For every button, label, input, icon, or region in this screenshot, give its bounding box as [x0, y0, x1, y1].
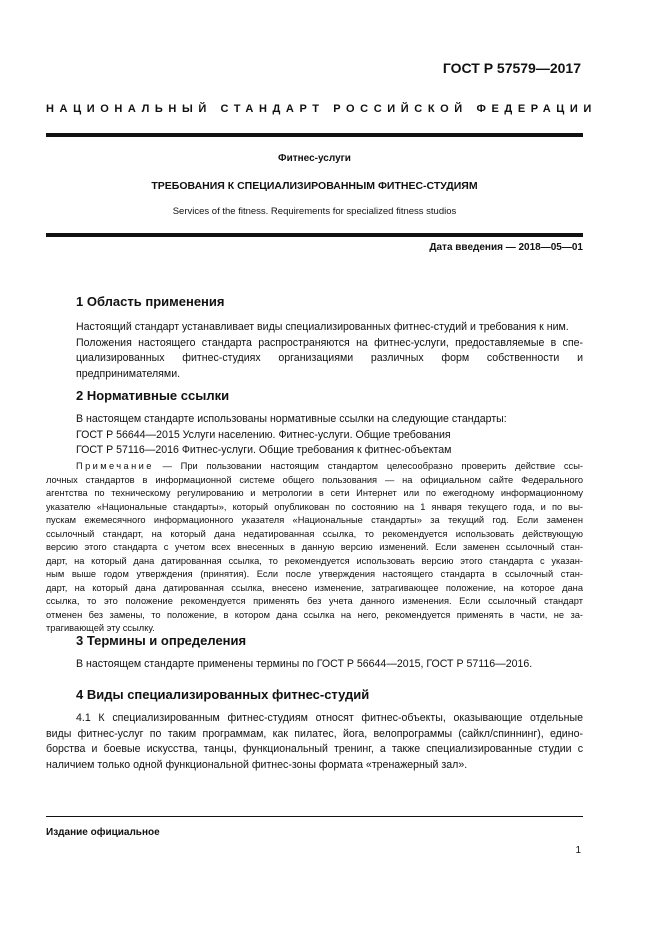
- section-4-heading: 4 Виды специализированных фитнес-студий: [76, 687, 370, 702]
- standard-code: ГОСТ Р 57579—2017: [442, 60, 581, 76]
- title-english: Services of the fitness. Requirements for specialized fitness studios: [172, 206, 457, 217]
- note-text: — При пользовании настоящим стандартом целесообразно проверить действие ссы-: [162, 461, 583, 471]
- text-line: борства и боевые искусства, танцы, функциональный тренинг, а также специализированные студии с: [46, 743, 583, 755]
- title-short: Фитнес-услуги: [278, 153, 351, 164]
- reference-line: ГОСТ Р 57116—2016 Фитнес-услуги. Общие требования к фитнес-объектам: [76, 444, 452, 456]
- note-line: дарт, на который дана датированная ссылка, то рекомендуется использовать версию этого стандарта с указан-: [46, 555, 583, 566]
- section-3-body: [76, 657, 583, 673]
- section-3-heading: 3 Термины и определения: [76, 633, 247, 648]
- note-line: версию этого стандарта с учетом всех внесенных в данную версию изменений. Если заменен ссылочный стан-: [46, 542, 583, 552]
- introduction-date: Дата введения — 2018—05—01: [429, 242, 583, 253]
- text-line: предпринимателями.: [76, 367, 181, 380]
- note-line: лочных стандартов в информационной системе общего пользования — на официальном сайте Федерального: [46, 474, 583, 485]
- section-1-body: [76, 320, 583, 382]
- note-line: ным выше годом утверждения (принятия). Если после утверждения настоящего стандарта в ссылочный стан-: [46, 569, 583, 579]
- note-line: агентства по техническому регулированию и метрологии в сети Интернет или по ежегодному информационному: [46, 488, 583, 498]
- note-line: указателю «Национальные стандарты», который опубликован по состоянию на 1 января текущего года, и по вы-: [46, 501, 583, 512]
- footer-rule: [46, 816, 583, 817]
- note-label: Примечание: [76, 461, 154, 471]
- text-line: наличием только одной функциональной фитнес-зоны формата «тренажерный зал».: [46, 758, 468, 771]
- text-line: 4.1 К специализированным фитнес-студиям относят фитнес-объекты, оказывающие отдельные: [76, 712, 583, 724]
- note-line: ссылочный стандарт, на который дана недатированная ссылка, то рекомендуется использовать действующую: [46, 528, 583, 539]
- text-line: В настоящем стандарте применены термины по ГОСТ Р 56644—2015, ГОСТ Р 57116—2016.: [76, 658, 533, 670]
- page-number: 1: [575, 845, 581, 856]
- title-rule: [46, 233, 583, 237]
- note-line: трагивающей эту ссылку.: [46, 623, 155, 633]
- reference-line: ГОСТ Р 56644—2015 Услуги населению. Фитнес-услуги. Общие требования: [76, 428, 451, 441]
- top-rule: [46, 133, 583, 137]
- title-main: ТРЕБОВАНИЯ К СПЕЦИАЛИЗИРОВАННЫМ ФИТНЕС-СТУДИЯМ: [151, 180, 478, 192]
- note-line: ссылка, то это положение рекомендуется применять без учета данного изменения. Если ссылочный стандарт: [46, 596, 583, 606]
- national-standard-banner: НАЦИОНАЛЬНЫЙ СТАНДАРТ РОССИЙСКОЙ ФЕДЕРАЦИИ: [46, 103, 597, 115]
- section-2-heading: 2 Нормативные ссылки: [76, 388, 230, 403]
- note-line: дарт, на который дана датированная ссылка, внесено изменение, затрагивающее положение, на которое дана: [46, 582, 583, 593]
- note-line: пускам ежемесячного информационного указателя «Национальные стандарты» за текущий год. Если заменен: [46, 515, 583, 525]
- section-2-note: [46, 460, 583, 636]
- note-line: отменен без замены, то положение, в котором дана ссылка на него, рекомендуется применять в части, не за-: [46, 609, 583, 620]
- text-line: циализированных фитнес-студиях организациями различных форм собственности и: [76, 352, 583, 364]
- text-line: Настоящий стандарт устанавливает виды специализированных фитнес-студий и требования к ним.: [76, 321, 569, 333]
- note-first-line: [76, 460, 583, 474]
- edition-label: Издание официальное: [46, 827, 160, 838]
- section-4-body: [46, 711, 583, 773]
- section-2-body: [76, 412, 583, 459]
- section-1-heading: 1 Область применения: [76, 294, 225, 309]
- text-line: виды фитнес-услуг по таким программам, как пилатес, йога, велопрограммы (сайкл/спиннинг), едино-: [46, 727, 583, 740]
- text-line: Положения настоящего стандарта распространяются на фитнес-услуги, предоставляемые в спе-: [76, 336, 583, 349]
- text-line: В настоящем стандарте использованы нормативные ссылки на следующие стандарты:: [76, 413, 507, 425]
